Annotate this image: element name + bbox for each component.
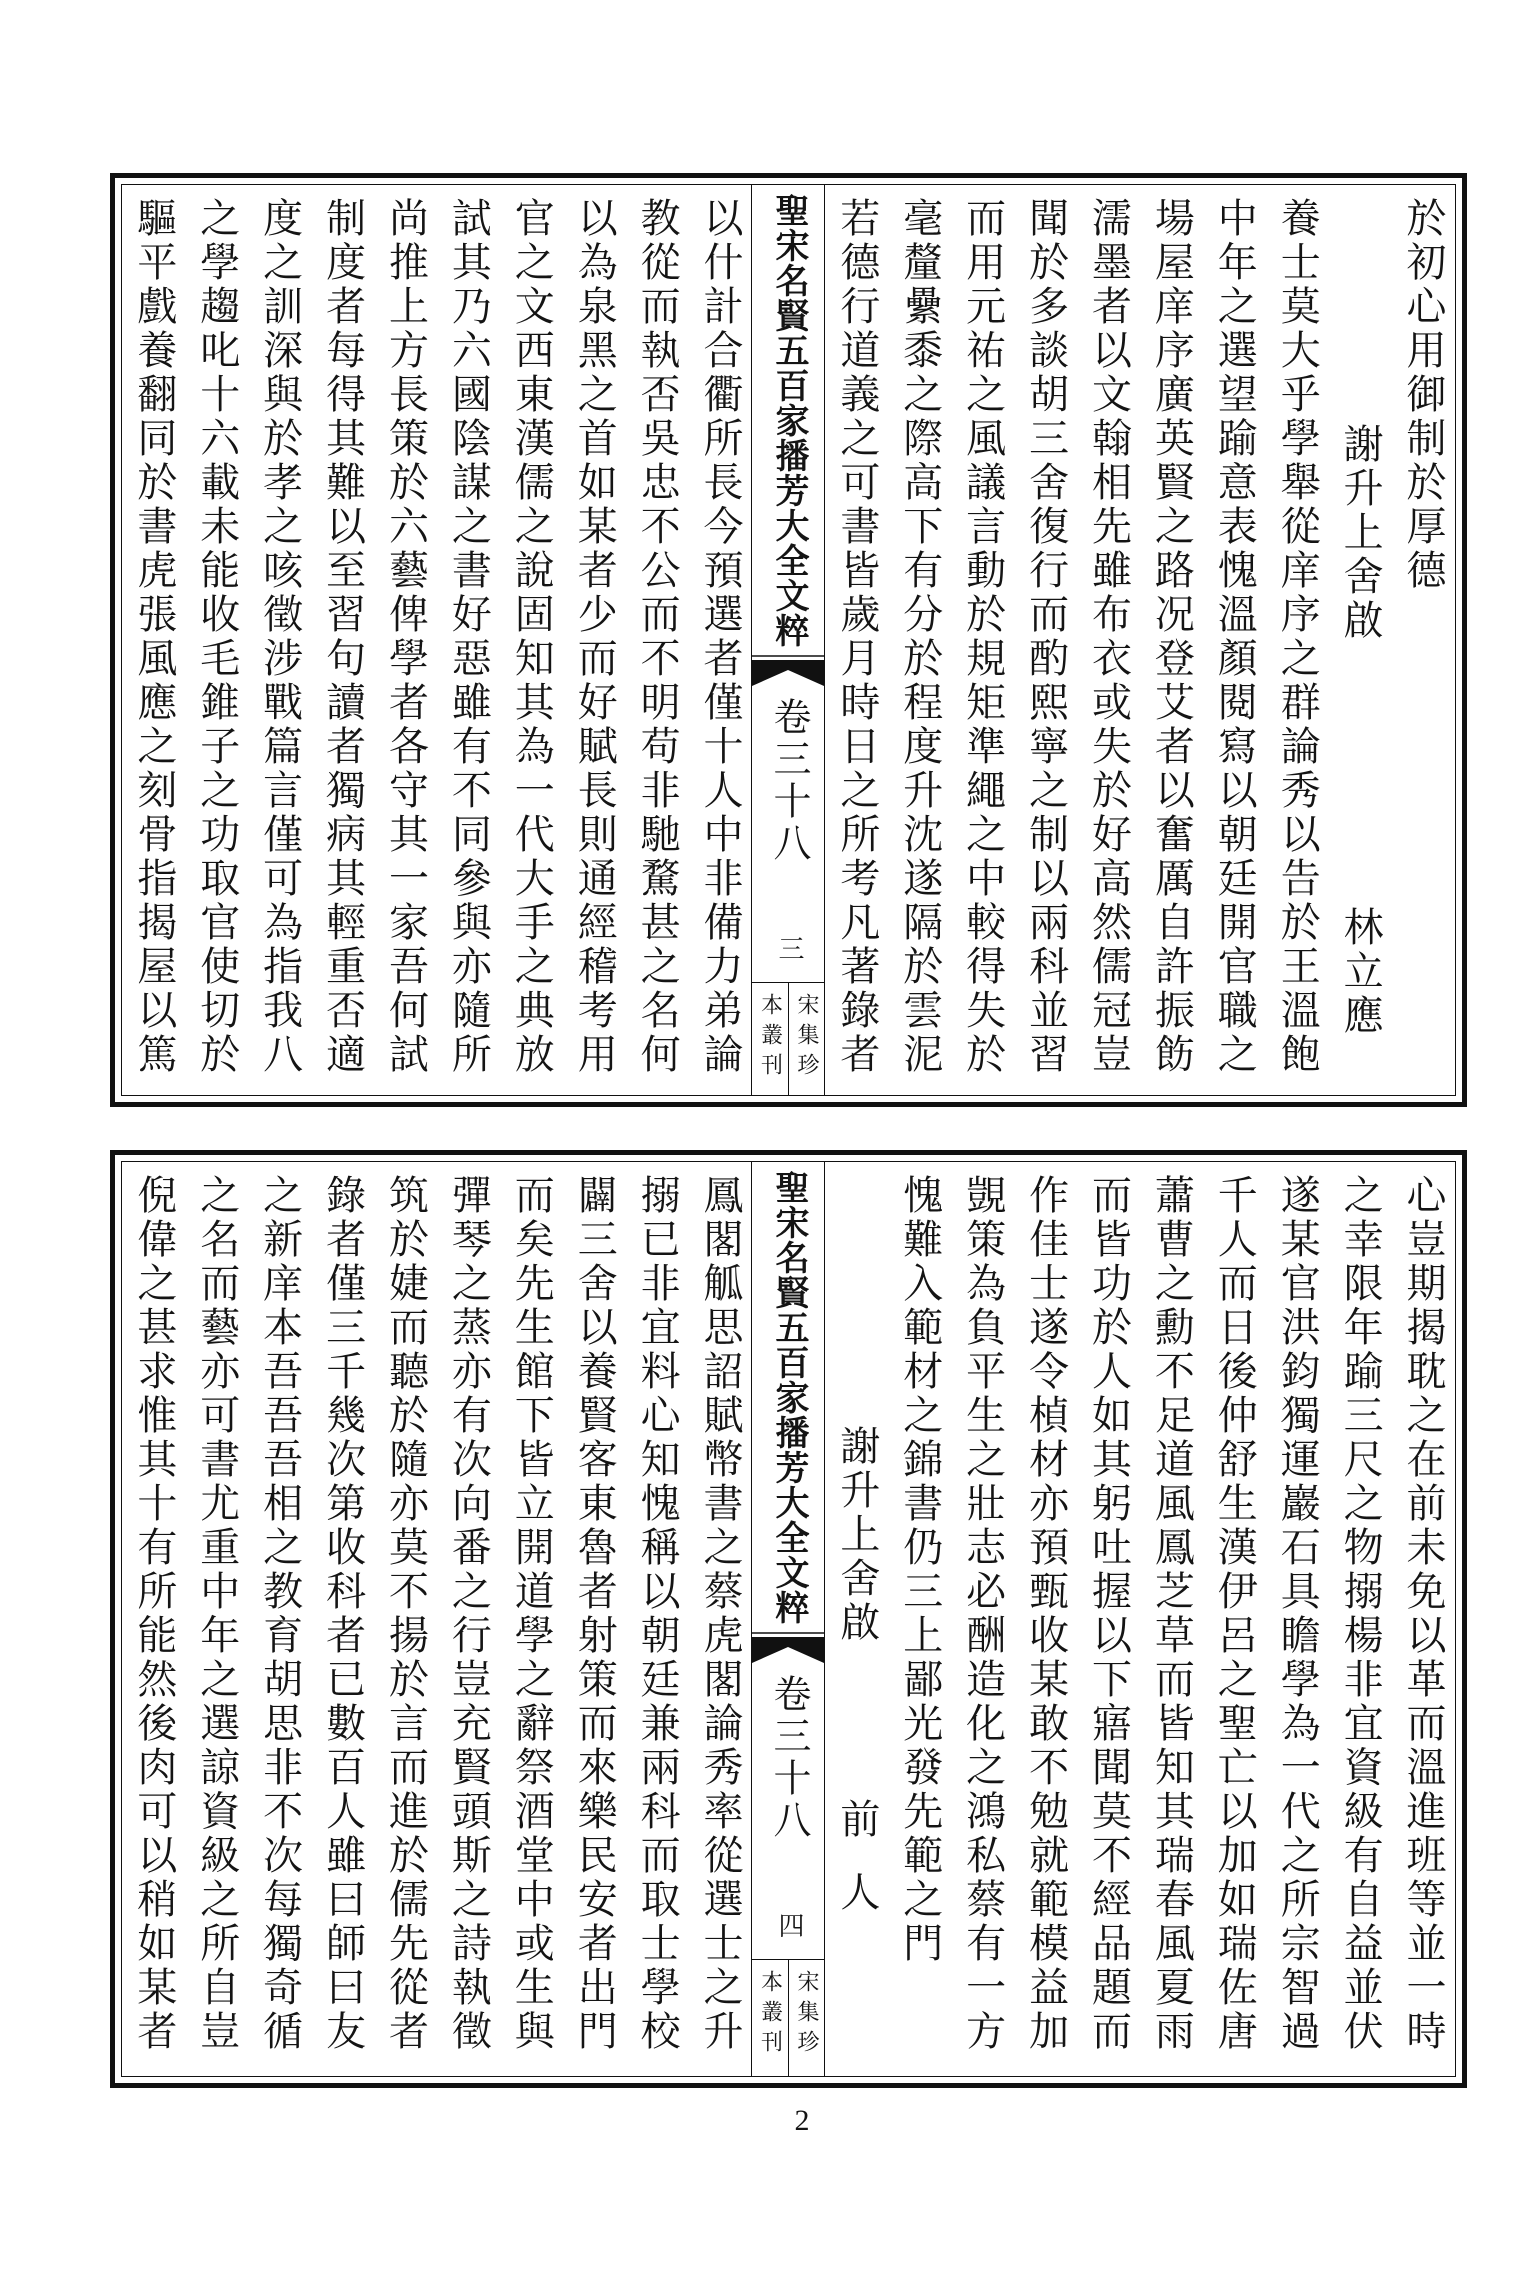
leaf-number: 四	[774, 1912, 804, 1938]
column-text: 錄者僅三千幾次第收科者已數百人雖曰師曰友	[319, 1174, 366, 2054]
text-column	[1391, 185, 1454, 1095]
text-column	[311, 185, 374, 1095]
text-column	[311, 1162, 374, 2076]
text-column	[825, 185, 888, 1095]
text-column	[562, 185, 625, 1095]
fish-tail-mark-icon	[752, 655, 824, 687]
text-column	[1014, 1162, 1077, 2076]
column-text: 官之文西東漢儒之說固知其為一代大手之典放	[508, 197, 555, 1077]
essay-author: 前人	[833, 1798, 880, 1944]
column-text: 於初心用御制於厚德	[1400, 197, 1446, 593]
text-column	[951, 1162, 1014, 2076]
text-column	[1328, 1162, 1391, 2076]
column-text: 愧難入範材之錦書仍三上鄙光發先範之門	[896, 1174, 943, 1966]
column-text: 之幸限年踰三尺之物搦楊非宜資級有自益並伏	[1337, 1174, 1384, 2054]
column-text: 毫釐纍黍之際高下有分於程度升沈遂隔於雲泥	[896, 197, 943, 1077]
column-text: 場屋庠序廣英賢之路况登艾者以奮厲自許振飭	[1148, 197, 1195, 1077]
text-column	[625, 1162, 688, 2076]
lower-leaf-frame	[121, 1161, 1456, 2077]
column-text: 搦已非宜料心知愧稱以朝廷兼兩科而取士學校	[634, 1174, 681, 2054]
text-column	[248, 1162, 311, 2076]
text-column	[1202, 1162, 1265, 2076]
text-column	[374, 1162, 437, 2076]
text-column	[185, 1162, 248, 2076]
text-column	[888, 1162, 951, 2076]
column-text: 倪偉之甚求惟其十有所能然後肉可以稍如某者	[130, 1174, 177, 2054]
text-column	[562, 1162, 625, 2076]
volume-label: 卷三十八	[767, 697, 811, 865]
column-text: 千人而日後仲舒生漢伊呂之聖亡以加如瑞佐唐	[1211, 1174, 1258, 2054]
column-text: 濡墨者以文翰相先雖布衣或失於好高然儒冠豈	[1085, 197, 1132, 1077]
text-column	[1139, 185, 1202, 1095]
text-column	[1077, 185, 1140, 1095]
lower-leaf-panel	[110, 1150, 1467, 2088]
series-label-left: 本叢刊	[757, 993, 783, 1083]
column-text: 驅平戲養翻同於書虎張風應之刻骨指揭屋以篤	[130, 197, 177, 1077]
column-text: 鳳閣觚思詔賦幣書之蔡虎閣論秀率從選士之升	[697, 1174, 743, 2054]
text-column	[688, 1162, 751, 2076]
text-column	[1265, 1162, 1328, 2076]
column-text: 而矣先生館下皆立開道學之辭祭酒堂中或生與	[508, 1174, 555, 2054]
volume-label: 卷三十八	[767, 1674, 811, 1842]
series-label-box	[752, 1959, 824, 2076]
column-text: 之學趨叱十六載未能收毛錐子之功取官使切於	[193, 197, 240, 1077]
text-column	[688, 185, 751, 1095]
text-column	[436, 1162, 499, 2076]
column-text: 彈琴之蒸亦有次向番之行豈充賢頭斯之詩執徵	[445, 1174, 492, 2054]
upper-left-half	[122, 185, 751, 1095]
column-text: 制度者每得其難以至習句讀者獨病其輕重否適	[319, 197, 366, 1077]
text-column	[625, 185, 688, 1095]
column-text: 以什計合衢所長今預選者僅十人中非備力弟論	[697, 197, 743, 1077]
column-text: 養士莫大乎學舉從庠序之群論秀以告於王溫飽	[1274, 197, 1321, 1077]
lower-left-half	[122, 1162, 751, 2076]
heading-column	[825, 1162, 888, 2076]
series-label-right: 宋集珍	[788, 1960, 825, 2076]
fish-tail-mark-icon	[752, 1632, 824, 1664]
essay-author: 林立應	[1337, 906, 1384, 1038]
text-column	[1391, 1162, 1454, 2076]
column-text: 以為泉黑之首如某者少而好賦長則通經稽考用	[571, 197, 618, 1077]
text-column	[1077, 1162, 1140, 2076]
series-label-box	[752, 982, 824, 1095]
series-label-left: 本叢刊	[757, 1970, 783, 2060]
text-column	[499, 1162, 562, 2076]
upper-leaf-panel	[110, 173, 1467, 1107]
block-heart-column	[751, 185, 825, 1095]
text-column	[374, 185, 437, 1095]
text-column	[185, 185, 248, 1095]
column-text: 之新庠本吾吾吾相之教育胡思非不次每獨奇循	[256, 1174, 303, 2054]
block-heart-column	[751, 1162, 825, 2076]
lower-right-half	[825, 1162, 1454, 2076]
text-column	[951, 185, 1014, 1095]
column-text: 若德行道義之可書皆歲月時日之所考凡著錄者	[833, 197, 880, 1077]
heading-column	[1328, 185, 1391, 1095]
column-text: 之名而藝亦可書尤重中年之選諒資級之所自豈	[193, 1174, 240, 2054]
text-column	[1265, 185, 1328, 1095]
column-text: 作佳士遂令楨材亦預甄收某敢不勉就範模益加	[1022, 1174, 1069, 2054]
column-text: 而皆功於人如其躬吐握以下寤聞莫不經品題而	[1085, 1174, 1132, 2054]
column-text: 心豈期揭耽之在前未免以革而溫進班等並一時	[1400, 1174, 1446, 2054]
text-column	[1202, 185, 1265, 1095]
text-column	[122, 1162, 185, 2076]
column-text: 而用元祐之風議言動於規矩準繩之中較得失於	[959, 197, 1006, 1077]
book-title: 聖宋名賢五百家播芳大全文粹	[769, 193, 809, 648]
essay-title: 謝升上舍啟	[1337, 423, 1384, 643]
essay-title: 謝升上舍啟	[833, 1425, 880, 1645]
column-text: 教從而執否吳忠不公而不明苟非馳騖甚之名何	[634, 197, 681, 1077]
column-text: 中年之選望踰意表愧溫顏閱寫以朝廷開官職之	[1211, 197, 1258, 1077]
column-text: 闢三舍以養賢客東魯者射策而來樂民安者出門	[571, 1174, 618, 2054]
text-column	[1139, 1162, 1202, 2076]
column-text: 覬策為負平生之壯志必酬造化之鴻私蔡有一方	[959, 1174, 1006, 2054]
book-title: 聖宋名賢五百家播芳大全文粹	[769, 1170, 809, 1625]
text-column	[499, 185, 562, 1095]
page-number: 2	[794, 2104, 810, 2137]
column-text: 聞於多談胡三舍復行而酌熙寧之制以兩科並習	[1022, 197, 1069, 1077]
column-text: 筑於婕而聽於隨亦莫不揚於言而進於儒先從者	[382, 1174, 429, 2054]
column-text: 試其乃六國陰謀之書好惡雖有不同參與亦隨所	[445, 197, 492, 1077]
text-column	[122, 185, 185, 1095]
column-text: 蕭曹之勳不足道風鳳芝草而皆知其瑞春風夏雨	[1148, 1174, 1195, 2054]
text-column	[248, 185, 311, 1095]
column-text: 遂某官洪鈞獨運巖石具瞻學為一代之所宗智過	[1274, 1174, 1321, 2054]
text-column	[1014, 185, 1077, 1095]
column-text: 尚推上方長策於六藝俾學者各守其一家吾何試	[382, 197, 429, 1077]
text-column	[436, 185, 499, 1095]
upper-right-half	[825, 185, 1454, 1095]
series-label-right: 宋集珍	[788, 983, 825, 1095]
leaf-number: 三	[774, 935, 804, 961]
upper-leaf-frame	[121, 184, 1456, 1096]
column-text: 度之訓深與於孝之咳徵涉戰篇言僅可為指我八	[256, 197, 303, 1077]
text-column	[888, 185, 951, 1095]
